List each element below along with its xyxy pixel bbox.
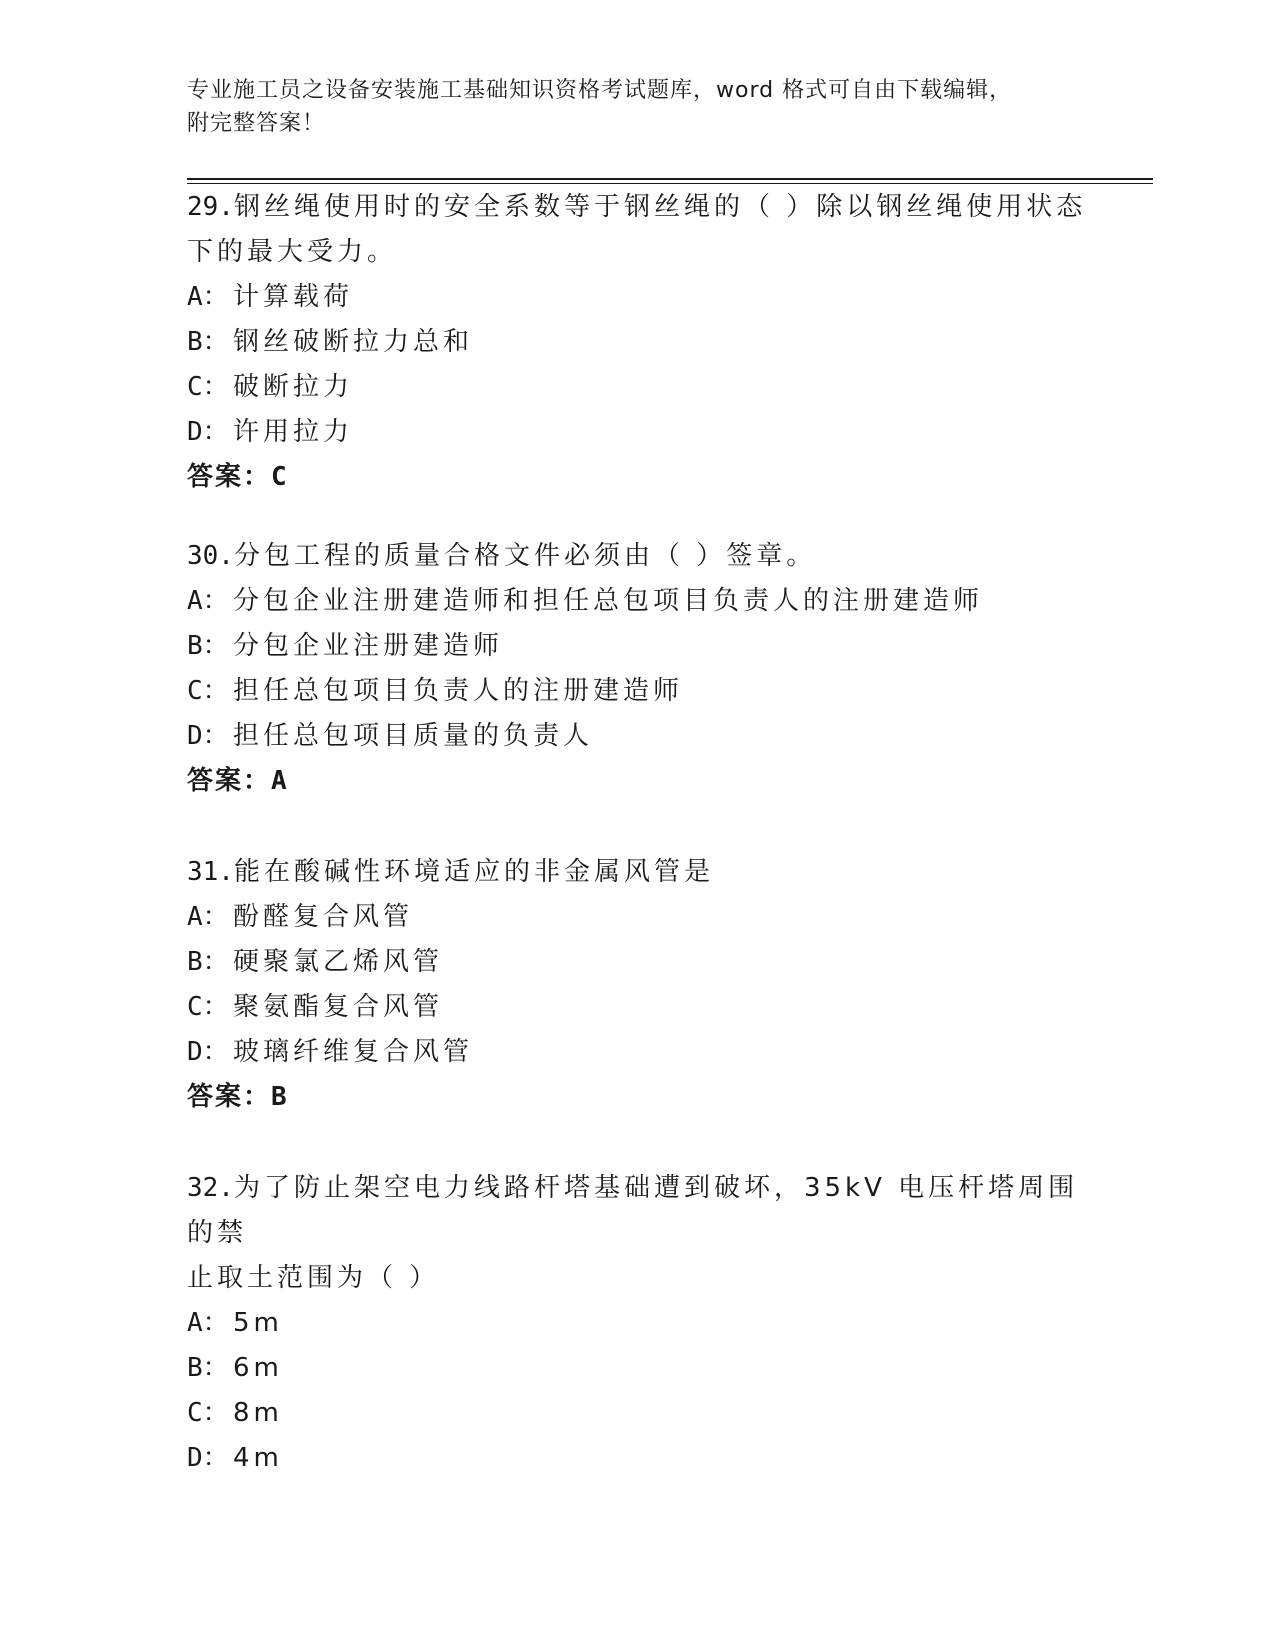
option-key: A：: [187, 902, 229, 932]
option-text: 许用拉力: [233, 417, 354, 447]
answer-line: [187, 455, 1087, 500]
option-key: C：: [187, 992, 229, 1022]
question-stem-line-1: 钢丝绳使用时的安全系数等于钢丝绳的（ ）除以钢丝绳使用状态: [233, 192, 1087, 222]
question-number: 31.: [187, 857, 234, 887]
option-c: [187, 985, 1087, 1030]
header-divider-thin: [187, 183, 1153, 184]
option-b: [187, 320, 1087, 365]
option-text: 钢丝破断拉力总和: [233, 327, 474, 357]
option-text: 5m: [233, 1308, 283, 1338]
question-stem: [187, 185, 1087, 230]
option-text: 分包企业注册建造师: [233, 631, 504, 661]
question-30: [187, 534, 1087, 804]
question-stem: [187, 850, 1087, 895]
option-c: [187, 365, 1087, 410]
option-key: B：: [187, 631, 229, 661]
header-line-2: 附完整答案！: [187, 111, 326, 136]
question-stem-line-2: 止取土范围为（ ）: [187, 1263, 440, 1293]
answer-label: 答案：: [187, 766, 272, 796]
question-stem-line-1: 能在酸碱性环境适应的非金属风管是: [233, 857, 714, 887]
answer-value: C: [271, 462, 287, 492]
question-31: [187, 850, 1087, 1120]
option-key: D：: [187, 417, 229, 447]
option-key: B：: [187, 327, 229, 357]
option-text: 担任总包项目质量的负责人: [233, 721, 594, 751]
answer-label: 答案：: [187, 1082, 272, 1112]
option-key: D：: [187, 721, 229, 751]
question-stem-line-1: 分包工程的质量合格文件必须由（ ）签章。: [233, 541, 817, 571]
option-text: 4m: [233, 1443, 283, 1473]
option-text: 计算载荷: [233, 282, 354, 312]
option-key: C：: [187, 372, 229, 402]
answer-label: 答案：: [187, 462, 272, 492]
option-text: 担任总包项目负责人的注册建造师: [233, 676, 684, 706]
answer-line: [187, 1075, 1087, 1120]
option-key: C：: [187, 676, 229, 706]
option-text: 玻璃纤维复合风管: [233, 1037, 474, 1067]
option-text: 分包企业注册建造师和担任总包项目负责人的注册建造师: [233, 586, 984, 616]
header-divider-thick: [187, 178, 1153, 180]
question-32: [187, 1166, 1087, 1481]
option-text: 破断拉力: [233, 372, 354, 402]
option-key: A：: [187, 1308, 229, 1338]
option-d: [187, 410, 1087, 455]
option-key: A：: [187, 282, 229, 312]
option-c: [187, 669, 1087, 714]
option-key: B：: [187, 1353, 229, 1383]
document-header: [187, 74, 1067, 140]
option-a: [187, 895, 1087, 940]
question-number: 29.: [187, 192, 234, 222]
option-c: [187, 1391, 1087, 1436]
answer-line: [187, 759, 1087, 804]
option-text: 酚醛复合风管: [233, 902, 414, 932]
option-key: C：: [187, 1398, 229, 1428]
option-text: 8m: [233, 1398, 283, 1428]
question-stem: [187, 534, 1087, 579]
option-text: 聚氨酯复合风管: [233, 992, 444, 1022]
option-d: [187, 1030, 1087, 1075]
option-a: [187, 579, 1087, 624]
option-a: [187, 275, 1087, 320]
option-key: D：: [187, 1037, 229, 1067]
question-stem: [187, 1166, 1087, 1256]
answer-value: B: [271, 1082, 287, 1112]
option-d: [187, 1436, 1087, 1481]
option-b: [187, 1346, 1087, 1391]
question-stem-line-2: 下的最大受力。: [187, 237, 398, 267]
question-29: [187, 185, 1087, 500]
option-text: 6m: [233, 1353, 283, 1383]
question-number: 32.: [187, 1173, 234, 1203]
option-b: [187, 940, 1087, 985]
option-d: [187, 714, 1087, 759]
header-line-1: 专业施工员之设备安装施工基础知识资格考试题库，word 格式可自由下载编辑，: [187, 78, 1013, 103]
option-key: A：: [187, 586, 229, 616]
option-key: D：: [187, 1443, 229, 1473]
option-a: [187, 1301, 1087, 1346]
option-text: 硬聚氯乙烯风管: [233, 947, 444, 977]
option-b: [187, 624, 1087, 669]
question-stem-line-1: 为了防止架空电力线路杆塔基础遭到破坏，35kV 电压杆塔周围的禁: [187, 1173, 1079, 1248]
answer-value: A: [271, 766, 287, 796]
option-key: B：: [187, 947, 229, 977]
question-number: 30.: [187, 541, 234, 571]
